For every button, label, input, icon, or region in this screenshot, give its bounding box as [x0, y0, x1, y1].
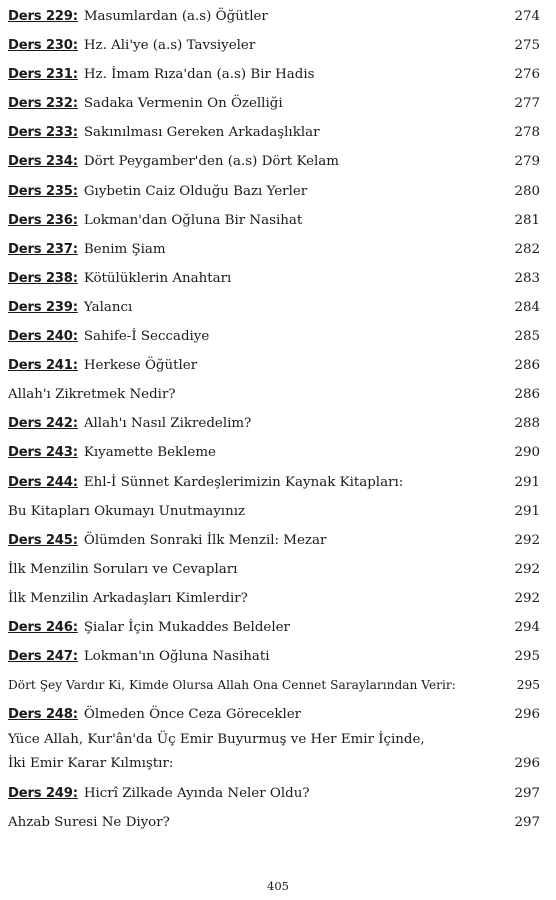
lesson-number: Ders 236:	[8, 212, 78, 228]
toc-subentry	[8, 808, 540, 837]
lesson-number: Ders 235:	[8, 183, 78, 199]
entry-title: Hz. Ali'ye (a.s) Tavsiyeler	[83, 38, 256, 54]
entry-page: 283	[514, 270, 540, 286]
lesson-number: Ders 244:	[8, 474, 78, 490]
entry-title: Gıybetin Caiz Olduğu Bazı Yerler	[83, 183, 308, 199]
toc-subentry	[8, 555, 540, 584]
toc-entry	[8, 60, 540, 89]
lesson-number: Ders 243:	[8, 445, 78, 461]
lesson-number: Ders 237:	[8, 241, 78, 257]
entry-title: Yalancı	[83, 299, 133, 315]
toc-entry	[8, 31, 540, 60]
lesson-number: Ders 231:	[8, 67, 78, 83]
lesson-number: Ders 248:	[8, 707, 78, 723]
toc-subentry-line-1	[8, 729, 540, 751]
toc-entry	[8, 642, 540, 671]
entry-title: Dört Şey Vardır Ki, Kimde Olursa Allah Ona Cennet Saraylarından Verir:	[8, 678, 456, 693]
lesson-number: Ders 238:	[8, 270, 78, 286]
entry-page: 297	[514, 786, 540, 802]
lesson-number: Ders 245:	[8, 532, 78, 548]
entry-title: Dört Peygamber'den (a.s) Dört Kelam	[83, 154, 339, 170]
toc-subentry	[8, 380, 540, 409]
entry-title: Sahife-İ Seccadiye	[83, 329, 210, 345]
toc-entry	[8, 293, 540, 322]
entry-title: Sakınılması Gereken Arkadaşlıklar	[83, 125, 320, 141]
entry-page: 288	[514, 416, 540, 432]
entry-page: 292	[514, 532, 540, 548]
entry-page: 281	[514, 212, 540, 228]
toc-entry	[8, 235, 540, 264]
entry-title: Ölümden Sonraki İlk Menzil: Mezar	[83, 532, 327, 548]
toc-entry	[8, 264, 540, 293]
toc-entry	[8, 118, 540, 147]
entry-title: İki Emir Karar Kılmıştır:	[8, 756, 174, 772]
entry-page: 282	[514, 241, 540, 257]
lesson-number: Ders 229:	[8, 9, 78, 24]
entry-page: 294	[514, 619, 540, 635]
entry-title: Herkese Öğütler	[83, 358, 198, 374]
entry-page: 284	[514, 299, 540, 315]
toc-entry	[8, 147, 540, 176]
entry-title: Kötülüklerin Anahtarı	[83, 270, 232, 286]
entry-page: 296	[514, 707, 540, 723]
lesson-number: Ders 230:	[8, 38, 78, 54]
lesson-number: Ders 234:	[8, 154, 78, 170]
entry-page: 280	[514, 183, 540, 199]
lesson-number: Ders 240:	[8, 329, 78, 345]
entry-title: Ahzab Suresi Ne Diyor?	[8, 815, 170, 831]
entry-title: Ölmeden Önce Ceza Görecekler	[83, 707, 302, 723]
lesson-number: Ders 242:	[8, 416, 78, 432]
toc-entry	[8, 351, 540, 380]
lesson-number: Ders 233:	[8, 125, 78, 141]
entry-page: 297	[514, 815, 540, 831]
toc-entry	[8, 206, 540, 235]
lesson-number: Ders 239:	[8, 299, 78, 315]
toc-entry	[8, 409, 540, 438]
lesson-number: Ders 241:	[8, 358, 78, 374]
toc-subentry	[8, 584, 540, 613]
entry-page: 295	[514, 649, 540, 665]
entry-title: Masumlardan (a.s) Öğütler	[83, 9, 268, 24]
entry-page: 291	[514, 474, 540, 490]
entry-title: Allah'ı Nasıl Zikredelim?	[83, 416, 252, 432]
entry-title: Şialar İçin Mukaddes Beldeler	[83, 619, 290, 635]
entry-page: 291	[514, 503, 540, 519]
entry-title: Lokman'dan Oğluna Bir Nasihat	[83, 212, 303, 228]
entry-title: Bu Kitapları Okumayı Unutmayınız	[8, 503, 246, 519]
toc-entry	[8, 700, 540, 729]
entry-page: 277	[514, 96, 540, 112]
entry-title: Benim Şiam	[83, 241, 166, 257]
entry-page: 276	[514, 67, 540, 83]
entry-page: 296	[514, 756, 540, 772]
entry-page: 286	[514, 387, 540, 403]
toc-entry	[8, 526, 540, 555]
entry-page: 279	[514, 154, 540, 170]
entry-title: Kıyamette Bekleme	[83, 445, 216, 461]
entry-page: 290	[514, 445, 540, 461]
entry-page: 292	[514, 590, 540, 606]
entry-page: 292	[514, 561, 540, 577]
toc-subentry	[8, 497, 540, 526]
toc-entry	[8, 779, 540, 808]
toc-entry	[8, 438, 540, 467]
entry-title: Hz. İmam Rıza'dan (a.s) Bir Hadis	[83, 67, 315, 83]
entry-title: Allah'ı Zikretmek Nedir?	[8, 387, 176, 403]
entry-title: Ehl-İ Sünnet Kardeşlerimizin Kaynak Kitapları:	[83, 474, 404, 490]
entry-page: 278	[514, 125, 540, 141]
lesson-number: Ders 249:	[8, 786, 78, 802]
entry-title: Yüce Allah, Kur'ân'da Üç Emir Buyurmuş ve Her Emir İçinde,	[8, 732, 425, 748]
entry-title: Sadaka Vermenin On Özelliği	[83, 96, 283, 112]
entry-page: 274	[514, 9, 540, 24]
page-number: 405	[267, 879, 289, 893]
lesson-number: Ders 232:	[8, 96, 78, 112]
entry-title: Lokman'ın Oğluna Nasihati	[83, 649, 270, 665]
table-of-contents	[8, 2, 540, 838]
toc-entry	[8, 468, 540, 497]
entry-title: İlk Menzilin Arkadaşları Kimlerdir?	[8, 590, 248, 606]
toc-subentry-line-2	[8, 751, 540, 779]
toc-subentry	[8, 671, 540, 700]
entry-page: 286	[514, 358, 540, 374]
entry-page: 275	[514, 38, 540, 54]
toc-entry	[8, 613, 540, 642]
toc-entry	[8, 89, 540, 118]
lesson-number: Ders 246:	[8, 619, 78, 635]
entry-page: 285	[514, 329, 540, 345]
entry-title: Hicrî Zilkade Ayında Neler Oldu?	[83, 786, 310, 802]
entry-title: İlk Menzilin Soruları ve Cevapları	[8, 561, 238, 577]
toc-entry	[8, 2, 540, 31]
entry-page: 295	[516, 678, 540, 693]
toc-entry	[8, 322, 540, 351]
lesson-number: Ders 247:	[8, 649, 78, 665]
toc-entry	[8, 177, 540, 206]
